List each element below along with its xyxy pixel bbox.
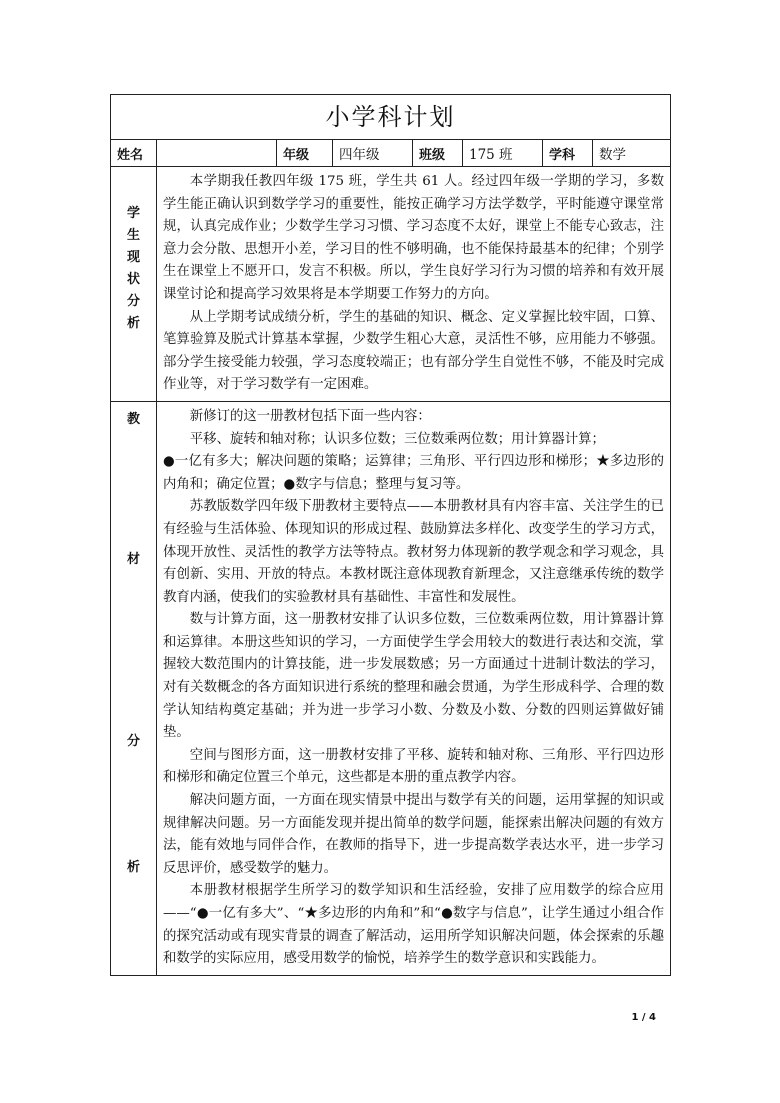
title-cell xyxy=(111,95,671,140)
label-char: 分 xyxy=(126,733,140,749)
class-label: 班级 xyxy=(413,140,463,167)
name-value xyxy=(157,140,277,167)
page-number: 1 / 4 xyxy=(631,1012,656,1023)
label-char: 状 xyxy=(126,272,140,287)
student-analysis-row xyxy=(111,167,671,402)
paragraph: 本册教材根据学生所学习的数学知识和生活经验，安排了应用数学的综合应用——“●一亿有多大”、“★多边形的内角和”和“●数字与信息”，让学生通过小组合作的探究活动或有现实背景的调查了解活动，运用所学知识解决问题，体会探索的乐趣和数学的实际应用，感受用数学的愉悦，培养学生的数学意识和实践能力。 xyxy=(163,883,664,967)
label-char: 分 xyxy=(126,294,140,309)
info-row xyxy=(111,140,671,167)
subject-value: 数学 xyxy=(593,140,671,167)
paragraph: 本学期我任教四年级 175 班，学生共 61 人。经过四年级一学期的学习，多数学生能正确认识到数学学习的重要性，能按正确学习方法学数学，平时能遵守课堂常规，认真完成作业；少数学生学习习惯、学习态度不太好，课堂上不能专心致志，注意力会分散、思想开小差，学习目的性不够明确，也不能保持最基本的纪律；个别学生在课堂上不愿开口，发言不积极。所以，学生良好学习行为习惯的培养和有效开展课堂讨论和提高学习效果将是本学期要工作努力的方向。 xyxy=(163,174,664,302)
paragraph: 平移、旋转和轴对称；认识多位数；三位数乘两位数；用计算器计算； xyxy=(189,431,605,447)
paragraph: ●一亿有多大；解决问题的策略；运算律；三角形、平行四边形和梯形；★多边形的内角和；确定位置；●数字与信息；整理与复习等。 xyxy=(163,454,664,492)
student-analysis-label xyxy=(111,167,157,402)
paragraph: 从上学期考试成绩分析，学生的基础的知识、概念、定义掌握比较牢固，口算、笔算验算及脱式计算基本掌握，少数学生粗心大意，灵活性不够，应用能力不够强。部分学生接受能力较强，学习态度较端正；也有部分学生自觉性不够，不能及时完成作业等，对于学习数学有一定困难。 xyxy=(163,309,664,393)
paragraph: 新修订的这一册教材包括下面一些内容： xyxy=(189,408,431,424)
name-label: 姓名 xyxy=(111,140,157,167)
class-value: 175 班 xyxy=(463,140,543,167)
grade-value: 四年级 xyxy=(333,140,413,167)
label-char: 析 xyxy=(126,859,140,875)
textbook-analysis-row xyxy=(111,401,671,975)
textbook-analysis-text xyxy=(157,401,671,975)
paragraph: 解决问题方面，一方面在现实情景中提出与数学有关的问题，运用掌握的知识或规律解决问题。另一方面能发现并提出简单的数学问题，能探索出解决问题的有效方法，能有效地与同伴合作，在教师的指导下，进一步提高数学表达水平，进一步学习反思评价，感受数学的魅力。 xyxy=(163,793,664,876)
label-char: 生 xyxy=(126,228,140,243)
label-char: 教 xyxy=(126,411,140,427)
page-title: 小学科计划 xyxy=(325,103,456,131)
plan-table xyxy=(110,94,671,976)
grade-label: 年级 xyxy=(277,140,333,167)
paragraph: 苏教版数学四年级下册教材主要特点——本册教材具有内容丰富、关注学生的已有经验与生活体验、体现知识的形成过程、鼓励算法多样化、改变学生的学习方式，体现开放性、灵活性的教学方法等特点。教材努力体现新的教学观念和学习观念，具有创新、实用、开放的特点。本教材既注意体现教育新理念，又注意继承传统的数学教育内涵，使我们的实验教材具有基础性、丰富性和发展性。 xyxy=(163,499,664,605)
textbook-analysis-label xyxy=(111,401,157,975)
label-char: 现 xyxy=(126,250,140,265)
paragraph: 数与计算方面，这一册教材安排了认识多位数，三位数乘两位数，用计算器计算和运算律。本册这些知识的学习，一方面使学生学会用较大的数进行表达和交流，掌握较大数范围内的计算技能，进一步发展数感；另一方面通过十进制计数法的学习，对有关数概念的各方面知识进行系统的整理和融会贯通，为学生形成科学、合理的数学认知结构奠定基础；并为进一步学习小数、分数及小数、分数的四则运算做好铺垫。 xyxy=(163,612,664,741)
paragraph: 空间与图形方面，这一册教材安排了平移、旋转和轴对称、三角形、平行四边形和梯形和确定位置三个单元，这些都是本册的重点教学内容。 xyxy=(163,747,664,786)
label-char: 析 xyxy=(126,316,140,331)
subject-label: 学科 xyxy=(543,140,593,167)
student-analysis-text xyxy=(157,167,671,402)
label-char: 材 xyxy=(126,551,140,567)
label-char: 学 xyxy=(126,206,140,221)
